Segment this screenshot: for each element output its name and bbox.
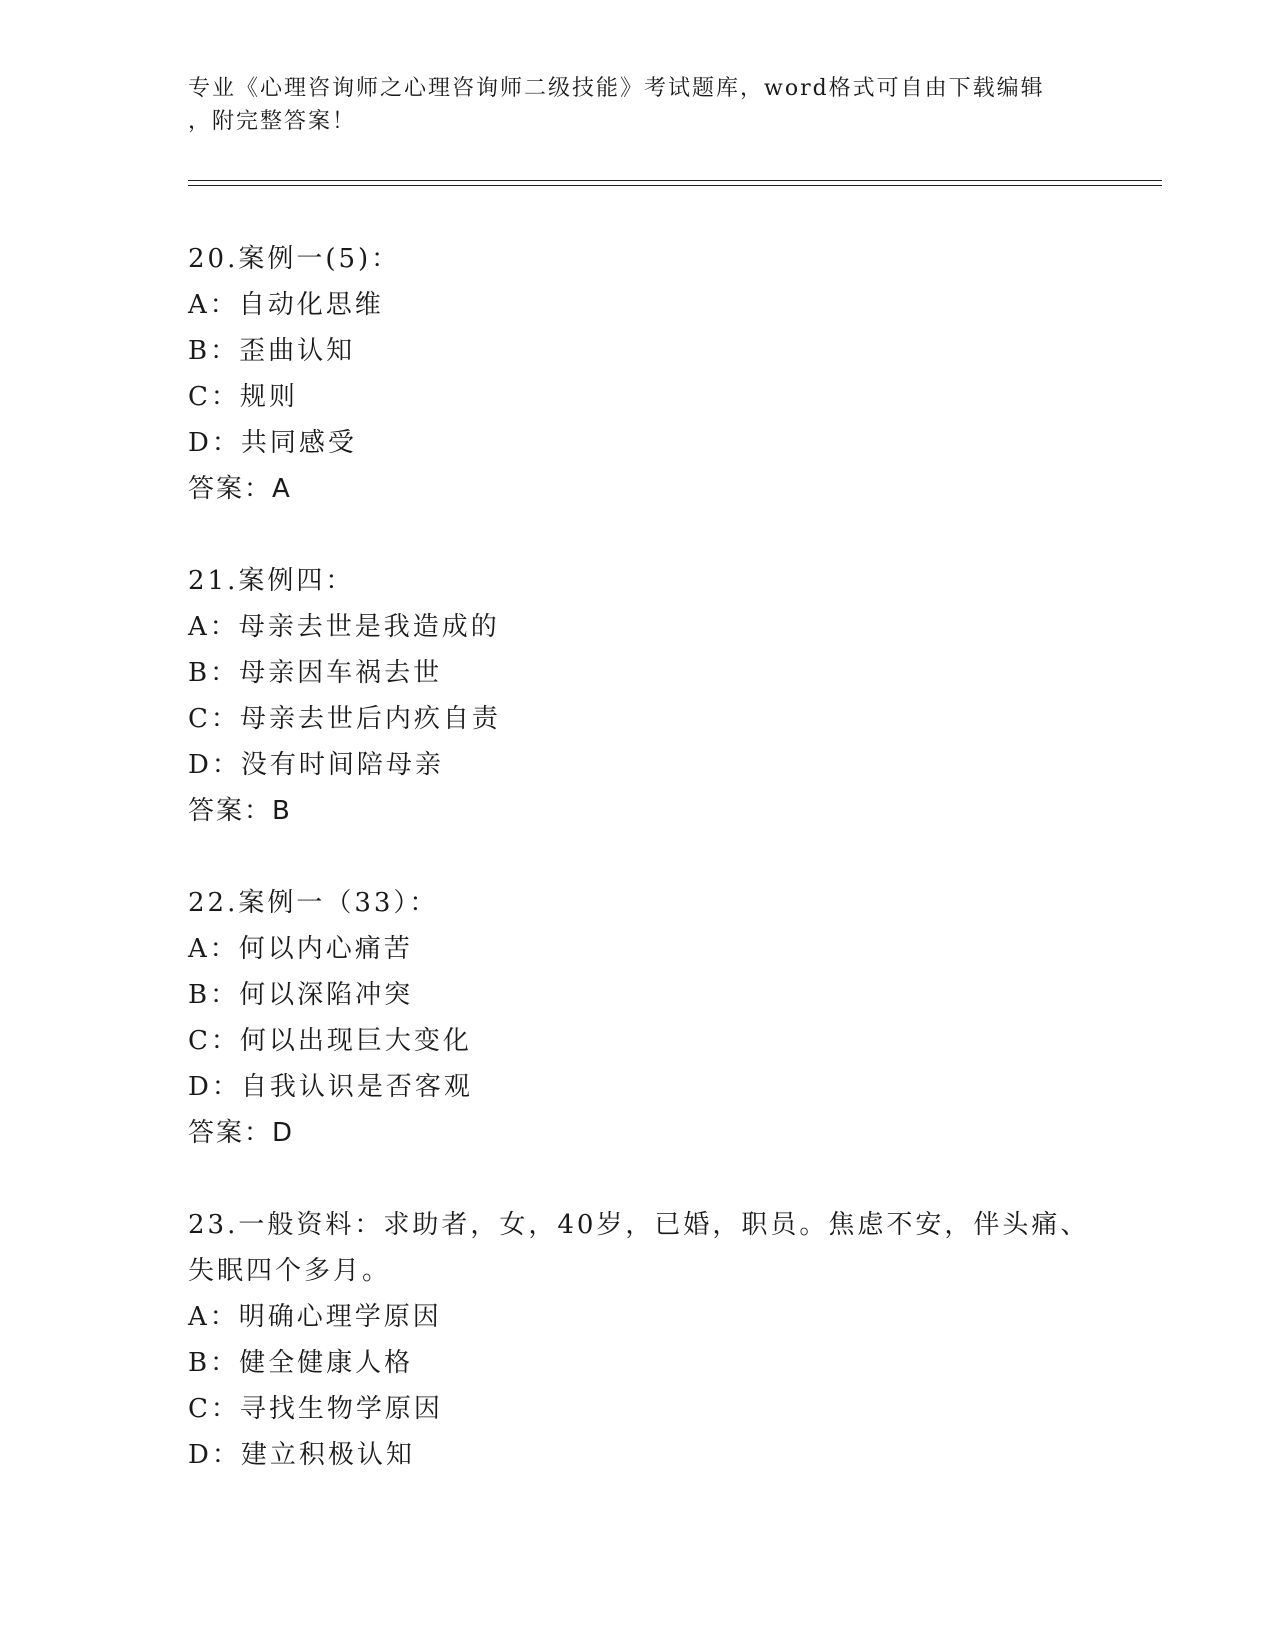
option-d: D：建立积极认知 — [188, 1440, 415, 1470]
header-divider-bottom — [188, 185, 1162, 186]
option-b: B：何以深陷冲突 — [188, 980, 414, 1010]
option-c: C：母亲去世后内疚自责 — [188, 704, 501, 734]
question-stem-line-1: 23.一般资料：求助者，女，40岁，已婚，职员。焦虑不安，伴头痛、 — [188, 1210, 1090, 1240]
option-b: B：歪曲认知 — [188, 336, 356, 366]
question-23 — [188, 1202, 1118, 1478]
question-stem: 21.案例四： — [188, 566, 355, 596]
option-a: A：自动化思维 — [188, 290, 384, 320]
option-d: D：没有时间陪母亲 — [188, 750, 444, 780]
answer-line: 答案：A — [188, 474, 292, 504]
option-c: C：规则 — [188, 382, 298, 412]
question-list — [188, 236, 1118, 1524]
option-d: D：共同感受 — [188, 428, 357, 458]
question-stem-line-2: 失眠四个多月。 — [188, 1256, 392, 1286]
header-divider-top — [188, 180, 1162, 181]
answer-line: 答案：B — [188, 796, 292, 826]
option-b: B：母亲因车祸去世 — [188, 658, 443, 688]
question-21 — [188, 558, 1118, 834]
document-header — [188, 72, 1068, 138]
question-22 — [188, 880, 1118, 1156]
question-stem: 22.案例一（33）： — [188, 888, 439, 918]
option-a: A：明确心理学原因 — [188, 1302, 442, 1332]
option-a: A：母亲去世是我造成的 — [188, 612, 500, 642]
question-stem: 20.案例一(5)： — [188, 244, 401, 274]
option-c: C：何以出现巨大变化 — [188, 1026, 472, 1056]
option-b: B：健全健康人格 — [188, 1348, 414, 1378]
header-line-2: ，附完整答案！ — [188, 109, 357, 134]
answer-line: 答案：D — [188, 1118, 295, 1148]
option-a: A：何以内心痛苦 — [188, 934, 413, 964]
option-c: C：寻找生物学原因 — [188, 1394, 443, 1424]
header-line-1: 专业《心理咨询师之心理咨询师二级技能》考试题库，word格式可自由下载编辑 — [188, 76, 1045, 101]
question-20 — [188, 236, 1118, 512]
option-d: D：自我认识是否客观 — [188, 1072, 473, 1102]
